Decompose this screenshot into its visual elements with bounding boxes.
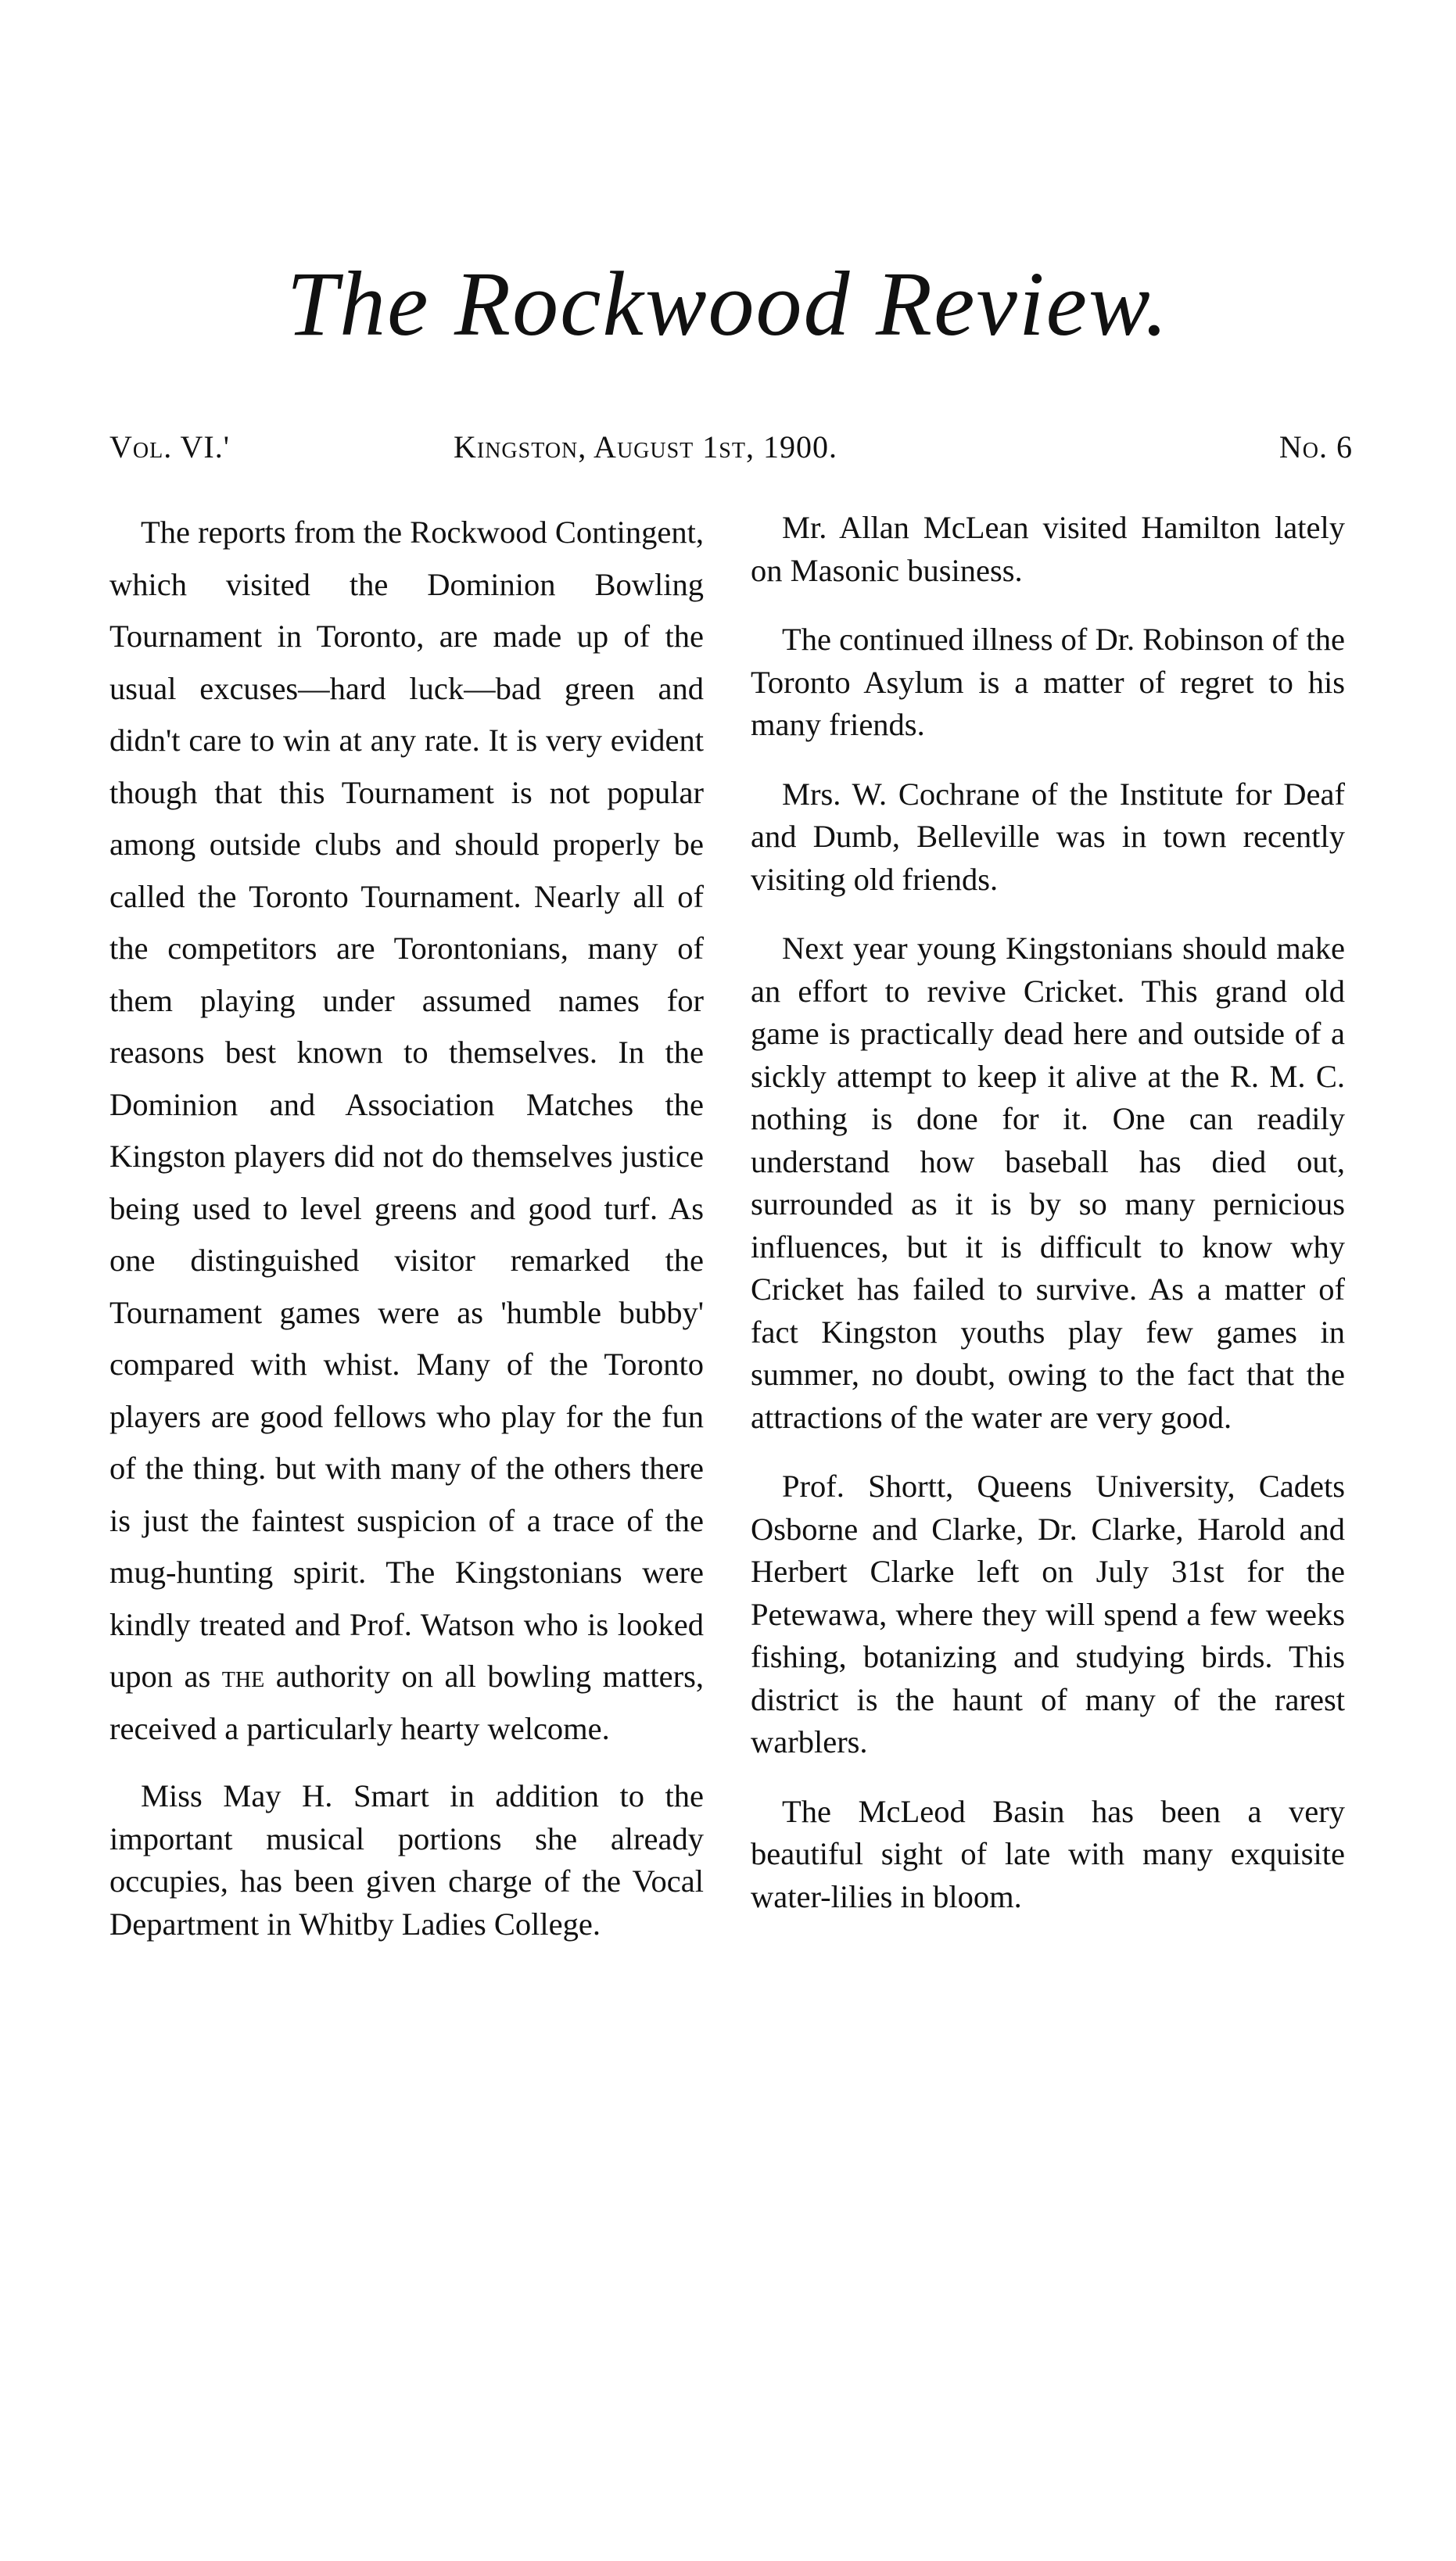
article-bowling-tournament bbox=[109, 507, 704, 1755]
issue-number: No. 6 bbox=[1278, 429, 1353, 464]
article-robinson: The continued illness of Dr. Robinson of the Toronto Asylum is a matter of regret to his many friends. bbox=[751, 622, 1345, 742]
masthead-title: The Rockwood Review. bbox=[286, 253, 1170, 355]
article-bowling-text-a: The reports from the Rockwood Contingent, which visited the Dominion Bowling Tournament in Toronto, are made up of the usual excuses—hard luck—bad green and didn't care to win at any rate. It is very evident though that this Tournament is not popular among outside clubs and should properly be called the Toronto Tournament. Nearly all of the competitors are Torontonians, many of them playing under assumed names for reasons best known to themselves. In the Dominion and Association Matches the Kingston players did not do themselves justice being used to level greens and good turf. As one distinguished visitor remarked the Tournament games were as 'humble bubby' compared with whist. Many of the Toronto players are good fellows who play for the fun of the thing. but with many of the others there is just the faintest suspicion of a trace of the mug-hunting spirit. The Kingstonians were kindly treated and Prof. Watson who is looked upon as bbox=[109, 515, 704, 1694]
article-mclean: Mr. Allan McLean visited Hamilton lately on Masonic business. bbox=[751, 510, 1345, 588]
article-mcleod-basin: The McLeod Basin has been a very beautiful sight of late with many exquisite water-lilies in bloom. bbox=[751, 1793, 1345, 1914]
right-column bbox=[751, 507, 1345, 1945]
article-bowling-text-b: authority on all bowling matters, received a particularly hearty welcome. bbox=[109, 1659, 705, 1746]
place-date: Kingston, August 1st, 1900. bbox=[454, 429, 837, 464]
article-shortt: Prof. Shortt, Queens University, Cadets Osborne and Clarke, Dr. Clarke, Harold and Herbert Clarke left on July 31st for the Petewawa, where they will spend a few weeks fishing, botanizing and studying birds. This district is the haunt of many of the rarest warblers. bbox=[751, 1469, 1345, 1759]
article-cricket: Next year young Kingstonians should make an effort to revive Cricket. This grand old game is practically dead here and outside of a sickly attempt to keep it alive at the R. M. C. nothing is done for it. One can readily understand how baseball has died out, surrounded as it is by so many pernicious influences, but it is difficult to know why Cricket has failed to survive. As a matter of fact Kingston youths play few games in summer, no doubt, owing to the fact that the attractions of the water are very good. bbox=[751, 931, 1345, 1435]
article-cochrane: Mrs. W. Cochrane of the Institute for Deaf and Dumb, Belleville was in town recently visiting old friends. bbox=[751, 776, 1345, 897]
dateline bbox=[109, 429, 1353, 475]
article-bowling-emphasis: the bbox=[221, 1659, 265, 1694]
article-miss-smart: Miss May H. Smart in addition to the important musical portions she already occupies, has been given charge of the Vocal Department in Whitby Ladies College. bbox=[109, 1778, 704, 1942]
left-column bbox=[109, 507, 704, 1966]
volume-label: Vol. VI.' bbox=[109, 429, 230, 464]
